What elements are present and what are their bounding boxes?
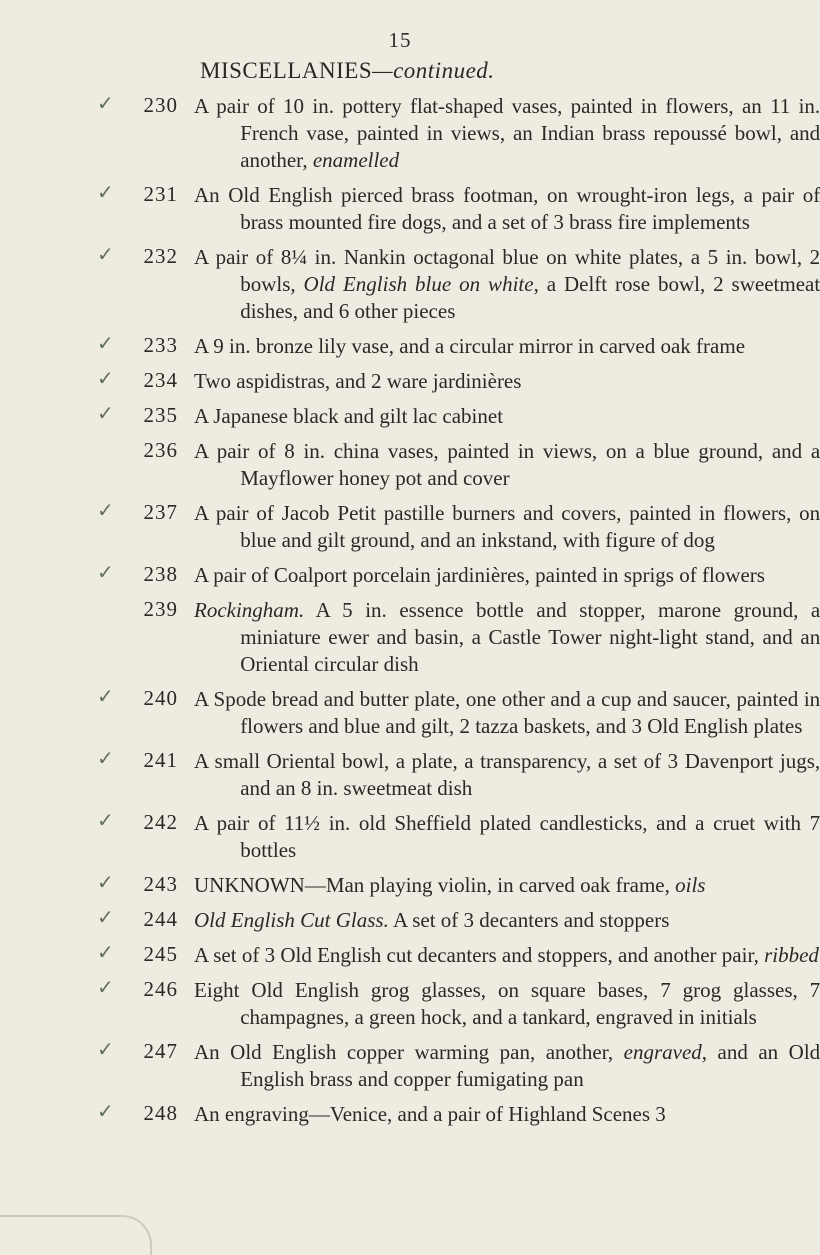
lot-description (194, 182, 820, 236)
lot-list (0, 91, 820, 1136)
lot-item (0, 1037, 820, 1093)
lot-item (0, 907, 800, 934)
check-mark-icon: ✓ (97, 180, 114, 204)
lot-item (0, 1101, 800, 1128)
lot-italic-text: enamelled (312, 148, 400, 172)
lot-text: Eight Old English grog glasses, on square bases, 7 grog glasses, 7 champagnes, a green hock, and a tankard, engraved in initials (194, 978, 820, 1029)
lot-number: 248 (143, 1101, 178, 1125)
lot-italic-text: Old English Cut Glass. (194, 908, 389, 932)
lot-item (0, 808, 820, 864)
lot-number: 236 (143, 438, 178, 462)
lot-italic-text: Rockingham. (194, 598, 305, 622)
lot-text: A small Oriental bowl, a plate, a transparency, a set of 3 Davenport jugs, and an 8 in. sweetmeat dish (194, 749, 820, 800)
lot-number: 241 (143, 748, 178, 772)
lot-text: A set of 3 Old English cut decanters and stoppers, and another pair, (194, 943, 765, 967)
check-mark-icon: ✓ (97, 940, 114, 964)
lot-item (0, 746, 820, 802)
lot-description (194, 93, 820, 174)
check-mark-icon: ✓ (97, 498, 114, 522)
lot-number: 245 (143, 942, 178, 966)
lot-number: 242 (143, 810, 178, 834)
lot-text: An Old English pierced brass footman, on wrought-iron legs, a pair of brass mounted fire dogs, and a set of 3 brass fire implements (194, 183, 820, 234)
lot-text: A Spode bread and butter plate, one other and a cup and saucer, painted in flowers and blue and gilt, 2 tazza baskets, and 3 Old English plates (194, 687, 820, 738)
lot-item (0, 438, 820, 492)
lot-item (0, 242, 820, 325)
lot-item (0, 403, 800, 430)
lot-item (0, 562, 800, 589)
check-mark-icon: ✓ (97, 808, 114, 832)
lot-text: A pair of 8¼ in. Nankin octagonal blue on white plates, a 5 in. bowl, 2 bowls, (194, 245, 820, 296)
check-mark-icon: ✓ (97, 1099, 114, 1123)
lot-item (0, 597, 820, 678)
lot-number: 246 (143, 977, 178, 1001)
check-mark-icon: ✓ (97, 242, 114, 266)
lot-description (194, 438, 820, 492)
check-mark-icon: ✓ (97, 975, 114, 999)
lot-item (0, 180, 820, 236)
check-mark-icon: ✓ (97, 905, 114, 929)
lot-text-continued: A set of 3 decanters and stoppers (388, 908, 670, 932)
lot-description (194, 333, 820, 360)
lot-description (194, 977, 820, 1031)
lot-text: An engraving—Venice, and a pair of Highland Scenes 3 (194, 1102, 666, 1126)
lot-item (0, 975, 820, 1031)
check-mark-icon: ✓ (97, 331, 114, 355)
lot-italic-text: Old English blue on white (303, 272, 534, 296)
lot-text: A pair of 11½ in. old Sheffield plated candlesticks, and a cruet with 7 bottles (194, 811, 820, 862)
lot-text-continued: , a Delft rose bowl, 2 sweetmeat dishes, and 6 other pieces (240, 272, 820, 323)
lot-description (194, 1039, 820, 1093)
lot-text: A pair of Jacob Petit pastille burners and covers, painted in flowers, on blue and gilt ground, and an inkstand, with figure of dog (194, 501, 820, 552)
lot-italic-text: ribbed (764, 943, 819, 967)
check-mark-icon: ✓ (97, 870, 114, 894)
check-mark-icon: ✓ (97, 91, 114, 115)
lot-number: 235 (143, 403, 178, 427)
lot-number: 237 (143, 500, 178, 524)
check-mark-icon: ✓ (97, 366, 114, 390)
lot-description (194, 403, 820, 430)
lot-text: A pair of Coalport porcelain jardinières, painted in sprigs of flowers (194, 563, 765, 587)
check-mark-icon: ✓ (97, 1037, 114, 1061)
lot-number: 243 (143, 872, 178, 896)
lot-number: 238 (143, 562, 178, 586)
lot-item (0, 368, 800, 395)
page-stain (0, 1215, 152, 1255)
lot-description (194, 368, 820, 395)
lot-description (194, 872, 820, 899)
section-heading (200, 58, 760, 84)
lot-number: 233 (143, 333, 178, 357)
lot-text: A Japanese black and gilt lac cabinet (194, 404, 504, 428)
lot-description (194, 907, 820, 934)
lot-number: 247 (143, 1039, 178, 1063)
lot-description (194, 748, 820, 802)
lot-italic-text: oils (675, 873, 706, 897)
lot-text: UNKNOWN—Man playing violin, in carved oak frame, (194, 873, 676, 897)
lot-number: 240 (143, 686, 178, 710)
lot-item (0, 498, 820, 554)
heading-title: MISCELLANIES (200, 58, 373, 83)
lot-number: 230 (143, 93, 178, 117)
lot-text: An Old English copper warming pan, another, (194, 1040, 624, 1064)
lot-text-continued: A 5 in. essence bottle and stopper, marone ground, a miniature ewer and basin, a Castle Tower night-light stand, and an Oriental circular dish (240, 598, 820, 676)
lot-text: A pair of 8 in. china vases, painted in views, on a blue ground, and a Mayflower honey pot and cover (194, 439, 820, 490)
lot-text: Two aspidistras, and 2 ware jardinières (194, 369, 522, 393)
lot-item (0, 940, 819, 969)
lot-item (0, 91, 820, 174)
lot-italic-text: engraved (623, 1040, 702, 1064)
check-mark-icon: ✓ (97, 684, 114, 708)
lot-text-continued: , and an Old English brass and copper fumigating pan (240, 1040, 820, 1091)
check-mark-icon: ✓ (97, 401, 114, 425)
check-mark-icon: ✓ (97, 746, 114, 770)
check-mark-icon: ✓ (97, 560, 114, 584)
lot-text: A pair of 10 in. pottery flat-shaped vases, painted in flowers, an 11 in. French vase, painted in views, an Indian brass repoussé bowl, and another, (194, 94, 820, 172)
heading-continued: —continued. (372, 58, 495, 83)
page-number: 15 (388, 28, 412, 52)
lot-description (194, 597, 820, 678)
lot-number: 231 (143, 182, 178, 206)
lot-item (0, 684, 820, 740)
lot-number: 239 (143, 597, 178, 621)
lot-text: A 9 in. bronze lily vase, and a circular mirror in carved oak frame (194, 334, 746, 358)
lot-description (194, 500, 820, 554)
lot-number: 234 (143, 368, 178, 392)
lot-description (194, 810, 820, 864)
lot-number: 244 (143, 907, 178, 931)
lot-description (194, 942, 820, 969)
lot-description (194, 686, 820, 740)
lot-item (0, 872, 800, 899)
lot-item (0, 333, 800, 360)
lot-description (194, 244, 820, 325)
lot-description (194, 562, 820, 589)
lot-description (194, 1101, 820, 1128)
lot-number: 232 (143, 244, 178, 268)
